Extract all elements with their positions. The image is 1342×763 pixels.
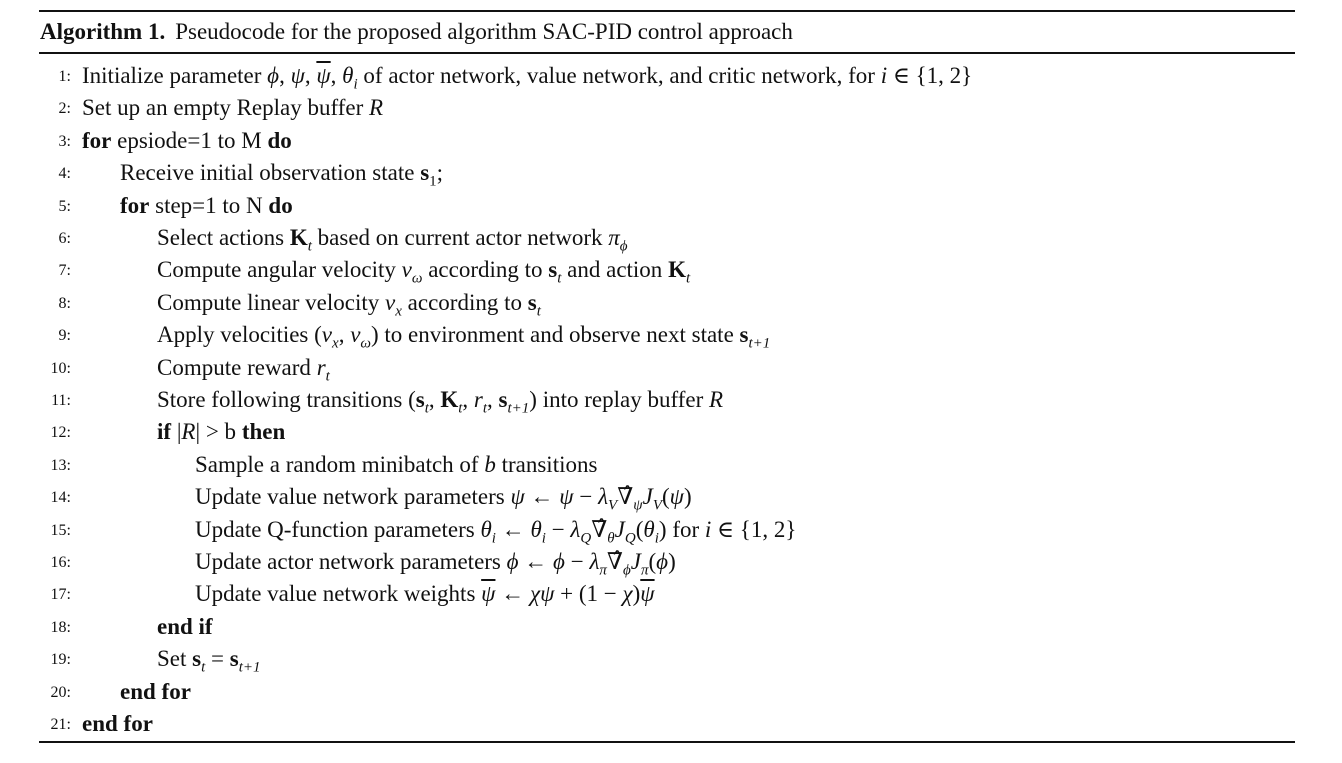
line-number: 12: [50, 424, 71, 442]
line-number: 16: [50, 554, 71, 571]
algorithm-line [0, 222, 1342, 254]
line-content: for step=1 to N do [120, 192, 293, 218]
line-number: 11: [51, 392, 71, 409]
line-number: 17: [50, 586, 71, 604]
bottom-rule [39, 741, 1295, 743]
algorithm-line [0, 287, 1342, 319]
line-number: 8: [58, 294, 71, 312]
algorithm-line [0, 157, 1342, 189]
caption-label: Algorithm 1. [40, 19, 166, 44]
line-number: 21: [50, 716, 71, 733]
line-content: Compute linear velocity $v_x$ according to $s_t$ [157, 289, 541, 320]
algorithm-line [0, 92, 1342, 124]
line-content: Update actor network parameters ϕ ← $\phi - \lambda_\pi\nablâ_\phi J_\pi(\phi)$ [195, 549, 676, 579]
algorithm-line [0, 514, 1342, 546]
line-content: Compute angular velocity $v_\omega$ according to $s_t$ and action $K_t$ [157, 257, 691, 287]
algorithm-line [0, 352, 1342, 384]
line-number: 3: [58, 132, 71, 150]
algorithm-line [0, 384, 1342, 416]
line-content: Compute reward $r_t$ [157, 354, 330, 385]
line-content: for epsiode=1 to M do [82, 127, 292, 153]
line-content: Set up an empty Replay buffer R [82, 95, 384, 121]
line-content: Store following transitions ($s_t$, $K_t$, $r_t$, $s_{t+1}$) into replay buffer R [157, 387, 724, 417]
line-number: 7: [58, 262, 71, 280]
algorithm-line [0, 190, 1342, 222]
algorithm-line [0, 60, 1342, 92]
line-number: 9: [58, 327, 71, 345]
algorithm-line [0, 254, 1342, 286]
caption-rule [39, 52, 1295, 54]
line-content: Update value network weights $\overline{\psi}$ ← $\chi\psi + (1 - \chi)\overline{\psi}$ [195, 581, 655, 607]
algorithm-line [0, 416, 1342, 448]
line-content: Select actions $K_t$ based on current actor network $\pi_\phi$ [157, 225, 628, 255]
line-content: Update value network parameters ψ ← $\psi - \lambda_V\nablâ_\psi J_V(\psi)$ [195, 484, 692, 514]
line-number: 19: [50, 651, 71, 669]
algorithm-line [0, 676, 1342, 708]
line-content: Update Q-function parameters $\theta_i$ ← $\theta_i$ − $\lambda_Q\nablâ_\theta J_Q(\theta_i)$ for i ∈ {1, 2} [195, 516, 797, 547]
line-number: 13: [50, 456, 71, 474]
line-content: Sample a random minibatch of b transitions [195, 451, 598, 477]
line-number: 18: [50, 618, 71, 636]
line-number: 5: [58, 197, 71, 215]
algorithm-line [0, 643, 1342, 675]
line-number: 4: [58, 165, 71, 183]
line-content: if |R| > b then [157, 419, 286, 445]
line-number: 20: [50, 683, 71, 701]
algorithm-line [0, 125, 1342, 157]
line-number: 10: [50, 359, 71, 377]
line-content: end if [157, 613, 213, 639]
caption-text: Pseudocode for the proposed algorithm SAC-PID control approach [175, 19, 793, 44]
line-number: 14: [50, 489, 71, 507]
line-number: 6: [58, 230, 71, 247]
algorithm-line [0, 546, 1342, 578]
algorithm-line [0, 578, 1342, 610]
line-number: 15: [50, 521, 71, 539]
algorithm-line [0, 319, 1342, 351]
algorithm-caption [40, 12, 793, 52]
algorithm-line [0, 611, 1342, 643]
line-content: end for [120, 678, 191, 704]
line-number: 2: [58, 100, 71, 118]
line-number: 1: [58, 68, 71, 85]
line-content: end for [82, 711, 153, 736]
line-content: Initialize parameter ϕ, ψ, $\overline{\psi}$, $\theta_i$ of actor network, value network, and critic network, for i ∈ {1, 2} [82, 63, 973, 93]
algorithm-line [0, 708, 1342, 740]
algorithm-line [0, 449, 1342, 481]
line-content: Receive initial observation state $s_1$; [120, 160, 444, 190]
algorithm-line [0, 481, 1342, 513]
line-content: Apply velocities ($v_x$, $v_\omega$) to environment and observe next state $s_{t+1}$ [157, 322, 771, 352]
line-content: Set $s_t = s_{t+1}$ [157, 646, 261, 676]
